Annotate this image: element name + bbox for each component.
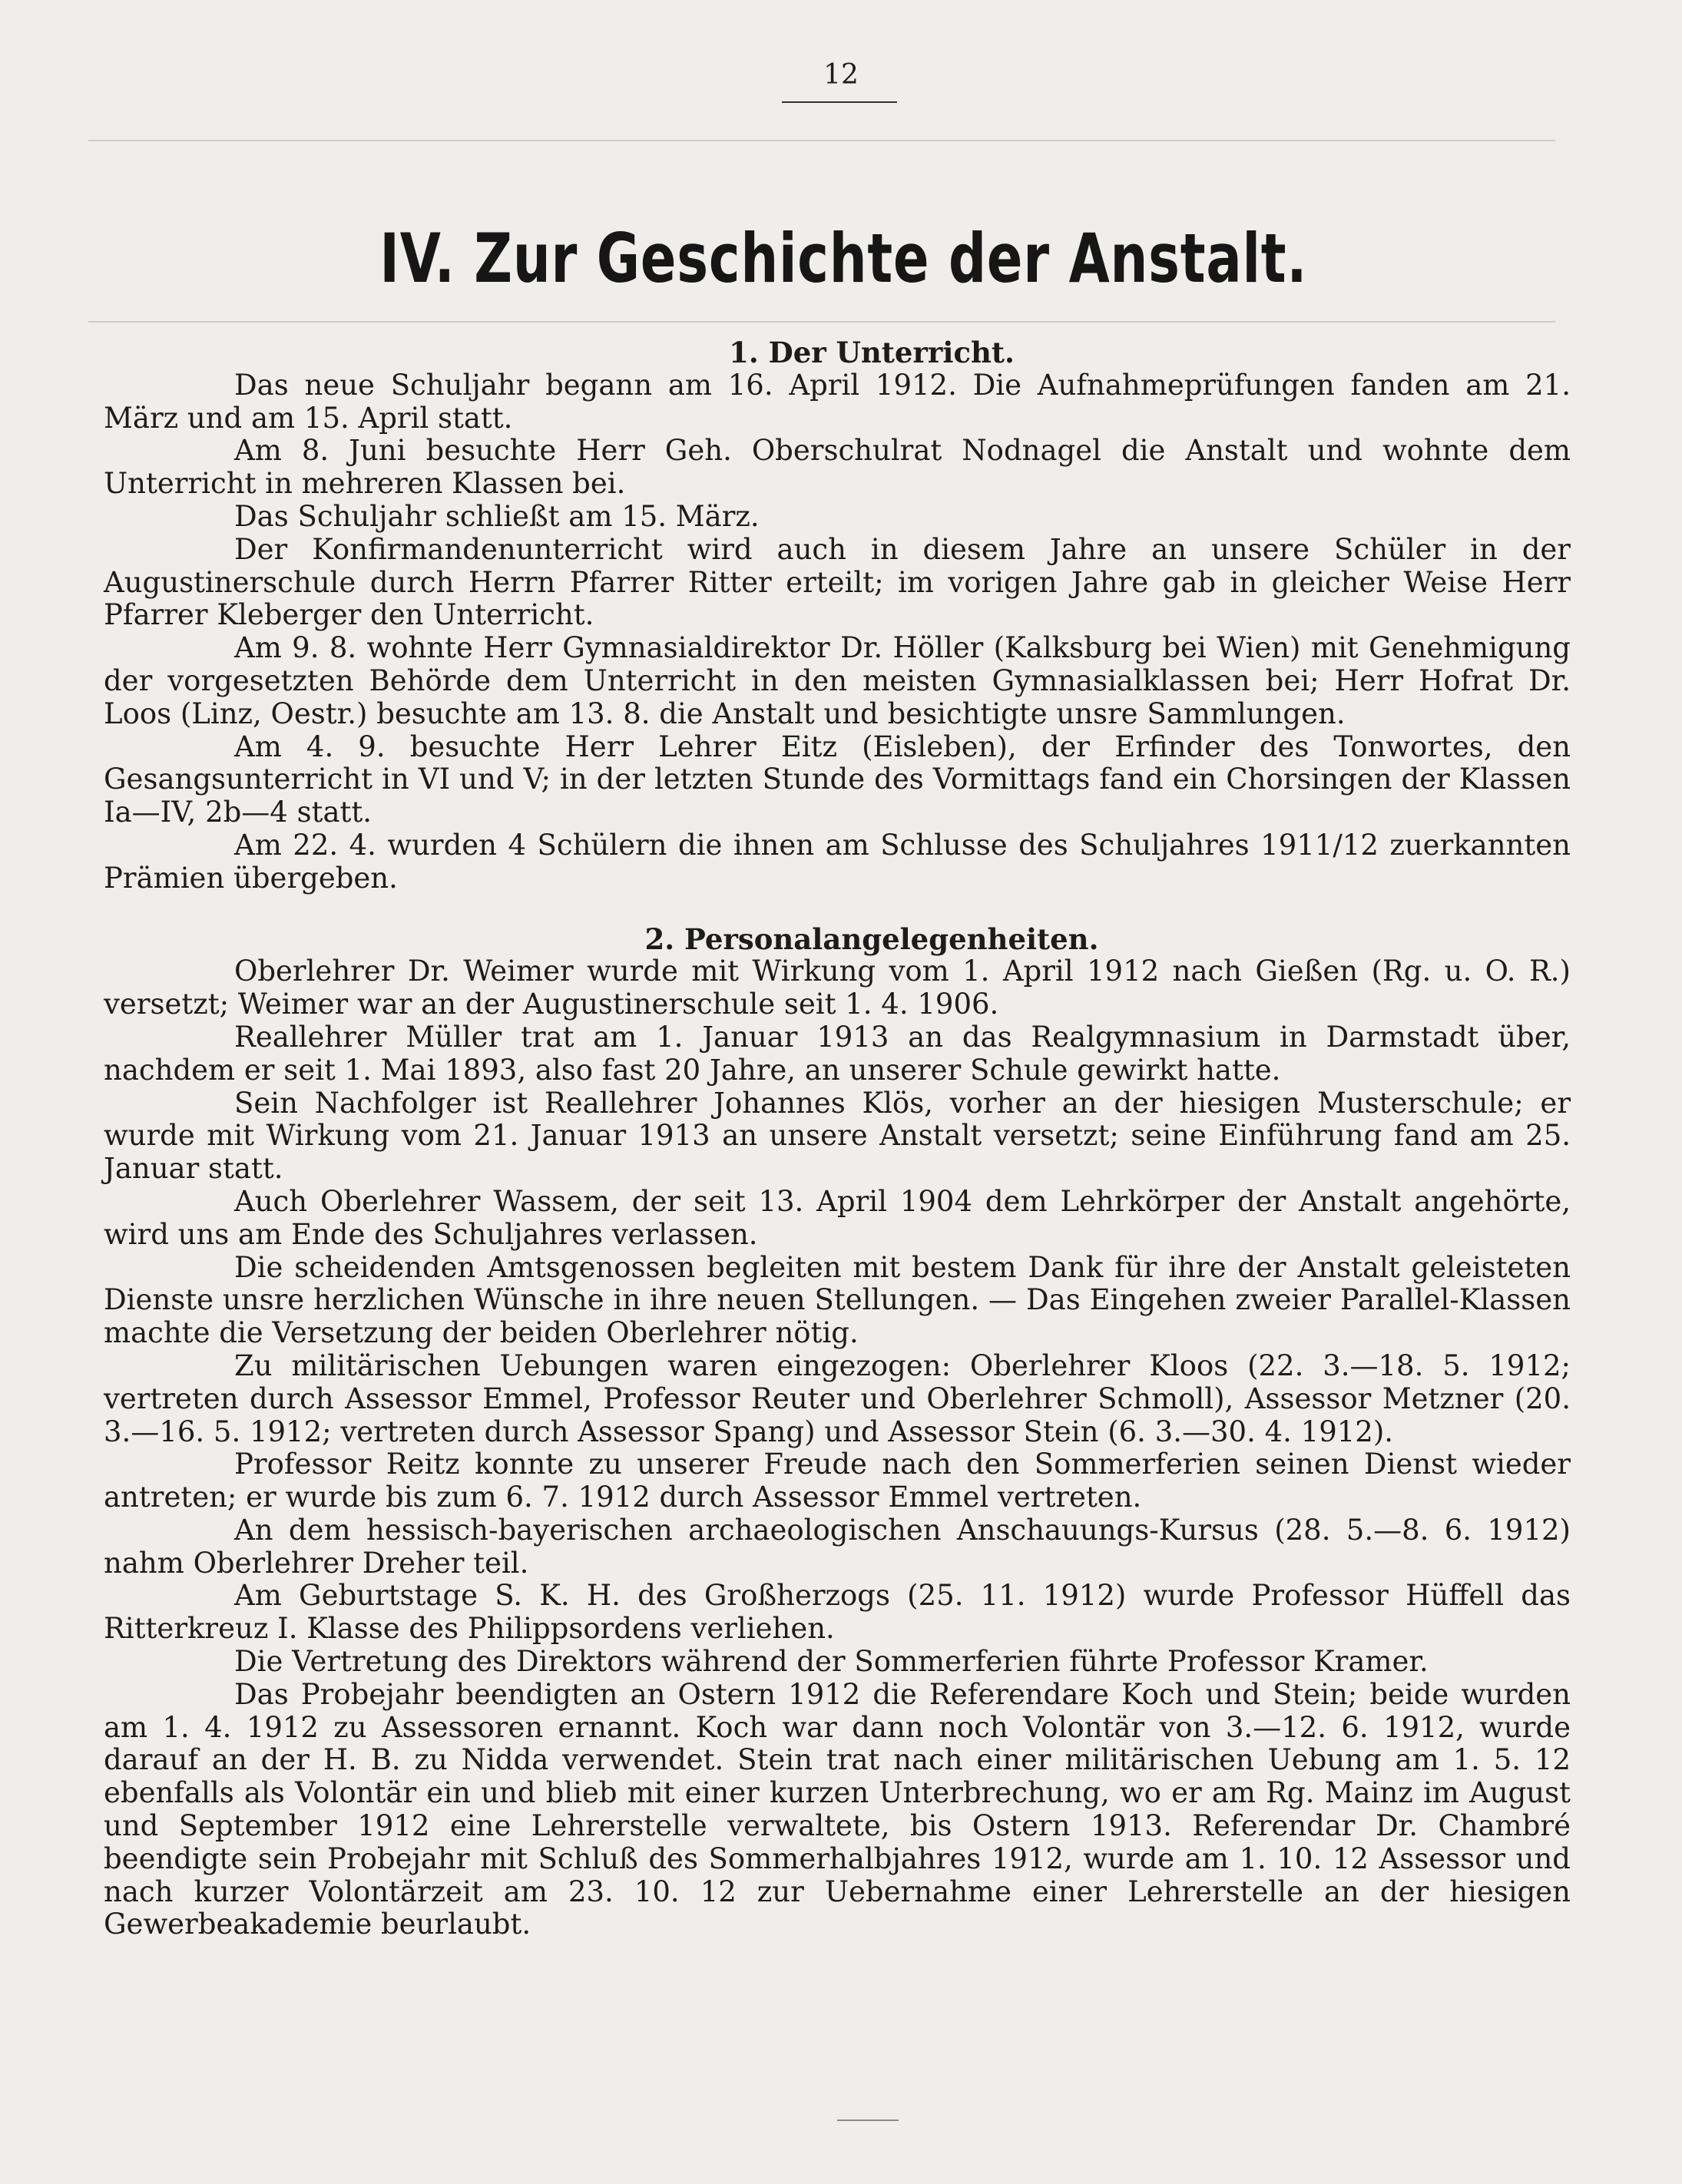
paragraph: Professor Reitz konnte zu unserer Freude nach den Sommerferien seinen Dienst wieder antreten; er wurde bis zum 6. 7. 1912 durch Assessor Emmel vertreten. [104, 1448, 1571, 1514]
paragraph: Am 4. 9. besuchte Herr Lehrer Eitz (Eisleben), der Erfinder des Tonwortes, den Gesangsunterricht in VI und V; in der letzten Stunde des Vormittags fand ein Chorsingen der Klassen Ia—IV, 2b—4 statt. [104, 730, 1571, 829]
paragraph: Der Konfirmandenunterricht wird auch in diesem Jahre an unsere Schüler in der Augustinerschule durch Herrn Pfarrer Ritter erteilt; im vorigen Jahre gab in gleicher Weise Herr Pfarrer Kleberger den Unterricht. [104, 532, 1571, 632]
page-number: 12 [823, 59, 859, 91]
paragraph: Die Vertretung des Direktors während der Sommerferien führte Professor Kramer. [234, 1645, 1429, 1679]
paragraph: Sein Nachfolger ist Reallehrer Johannes Klös, vorher an der hiesigen Musterschule; er wurde mit Wirkung vom 21. Januar 1913 an unsere Anstalt versetzt; seine Einführung fand am 25. Januar statt. [104, 1086, 1571, 1186]
section-heading-personalangelegenheiten: 2. Personalangelegenheiten. [644, 922, 1099, 956]
paragraph: Zu militärischen Uebungen waren eingezogen: Oberlehrer Kloos (22. 3.—18. 5. 1912; vertreten durch Assessor Emmel, Professor Reuter und Oberlehrer Schmoll), Assessor Metzner (20. 3.—16. 5. 1912; vertreten durch Assessor Spang) und Assessor Stein (6. 3.—30. 4. 1912). [104, 1348, 1571, 1448]
bleed-through-rule [88, 140, 1555, 141]
paragraph: Oberlehrer Dr. Weimer wurde mit Wirkung vom 1. April 1912 nach Gießen (Rg. u. O. R.) versetzt; Weimer war an der Augustinerschule seit 1. 4. 1906. [104, 955, 1571, 1021]
paragraph: Reallehrer Müller trat am 1. Januar 1913 an das Realgymnasium in Darmstadt über, nachdem er seit 1. Mai 1893, also fast 20 Jahre, an unserer Schule gewirkt hatte. [104, 1020, 1571, 1087]
paragraph: An dem hessisch-bayerischen archaeologischen Anschauungs-Kursus (28. 5.—8. 6. 1912) nahm Oberlehrer Dreher teil. [104, 1513, 1571, 1580]
bleed-through-rule [88, 321, 1555, 323]
page-number-underline [782, 101, 897, 103]
paragraph: Am 9. 8. wohnte Herr Gymnasialdirektor Dr. Höller (Kalksburg bei Wien) mit Genehmigung der vorgesetzten Behörde dem Unterricht in den meisten Gymnasialklassen bei; Herr Hofrat Dr. Loos (Linz, Oestr.) besuchte am 13. 8. die Anstalt und besichtigte unsre Sammlungen. [104, 631, 1571, 730]
paragraph: Das neue Schuljahr begann am 16. April 1912. Die Aufnahmeprüfungen fanden am 21. März und am 15. April statt. [104, 368, 1571, 435]
paragraph: Das Probejahr beendigten an Ostern 1912 die Referendare Koch und Stein; beide wurden am 1. 4. 1912 zu Assessoren ernannt. Koch war dann noch Volontär von 3.—12. 6. 1912, wurde darauf an der H. B. zu Nidda verwendet. Stein trat nach einer militärischen Uebung am 1. 5. 12 ebenfalls als Volontär ein und blieb mit einer kurzen Unterbrechung, wo er am Rg. Mainz im August und September 1912 eine Lehrerstelle verwaltete, bis Ostern 1913. Referendar Dr. Chambré beendigte sein Probejahr mit Schluß des Sommerhalbjahres 1912, wurde am 1. 10. 12 Assessor und nach kurzer Volontärzeit am 23. 10. 12 zur Uebernahme einer Lehrerstelle an der hiesigen Gewerbeakademie beurlaubt. [104, 1677, 1571, 1941]
paragraph: Auch Oberlehrer Wassem, der seit 13. April 1904 dem Lehrkörper der Anstalt angehörte, wird uns am Ende des Schuljahres verlassen. [104, 1184, 1571, 1251]
paragraph: Am 22. 4. wurden 4 Schülern die ihnen am Schlusse des Schuljahres 1911/12 zuerkannten Prämien übergeben. [104, 828, 1571, 895]
bottom-mark [837, 2119, 899, 2121]
chapter-title: IV. Zur Geschichte der Anstalt. [379, 219, 1308, 298]
main-text [104, 336, 1571, 1941]
paragraph: Das Schuljahr schließt am 15. März. [234, 499, 760, 533]
section-heading-unterricht: 1. Der Unterricht. [729, 336, 1015, 369]
paragraph: Am 8. Juni besuchte Herr Geh. Oberschulrat Nodnagel die Anstalt und wohnte dem Unterricht in mehreren Klassen bei. [104, 434, 1571, 501]
paragraph: Die scheidenden Amtsgenossen begleiten mit bestem Dank für ihre der Anstalt geleisteten Dienste unsre herzlichen Wünsche in ihre neuen Stellungen. — Das Eingehen zweier Parallel-Klassen machte die Versetzung der beiden Oberlehrer nötig. [104, 1250, 1571, 1350]
paragraph: Am Geburtstage S. K. H. des Großherzogs (25. 11. 1912) wurde Professor Hüffell das Ritterkreuz I. Klasse des Philippsordens verliehen. [104, 1579, 1571, 1646]
